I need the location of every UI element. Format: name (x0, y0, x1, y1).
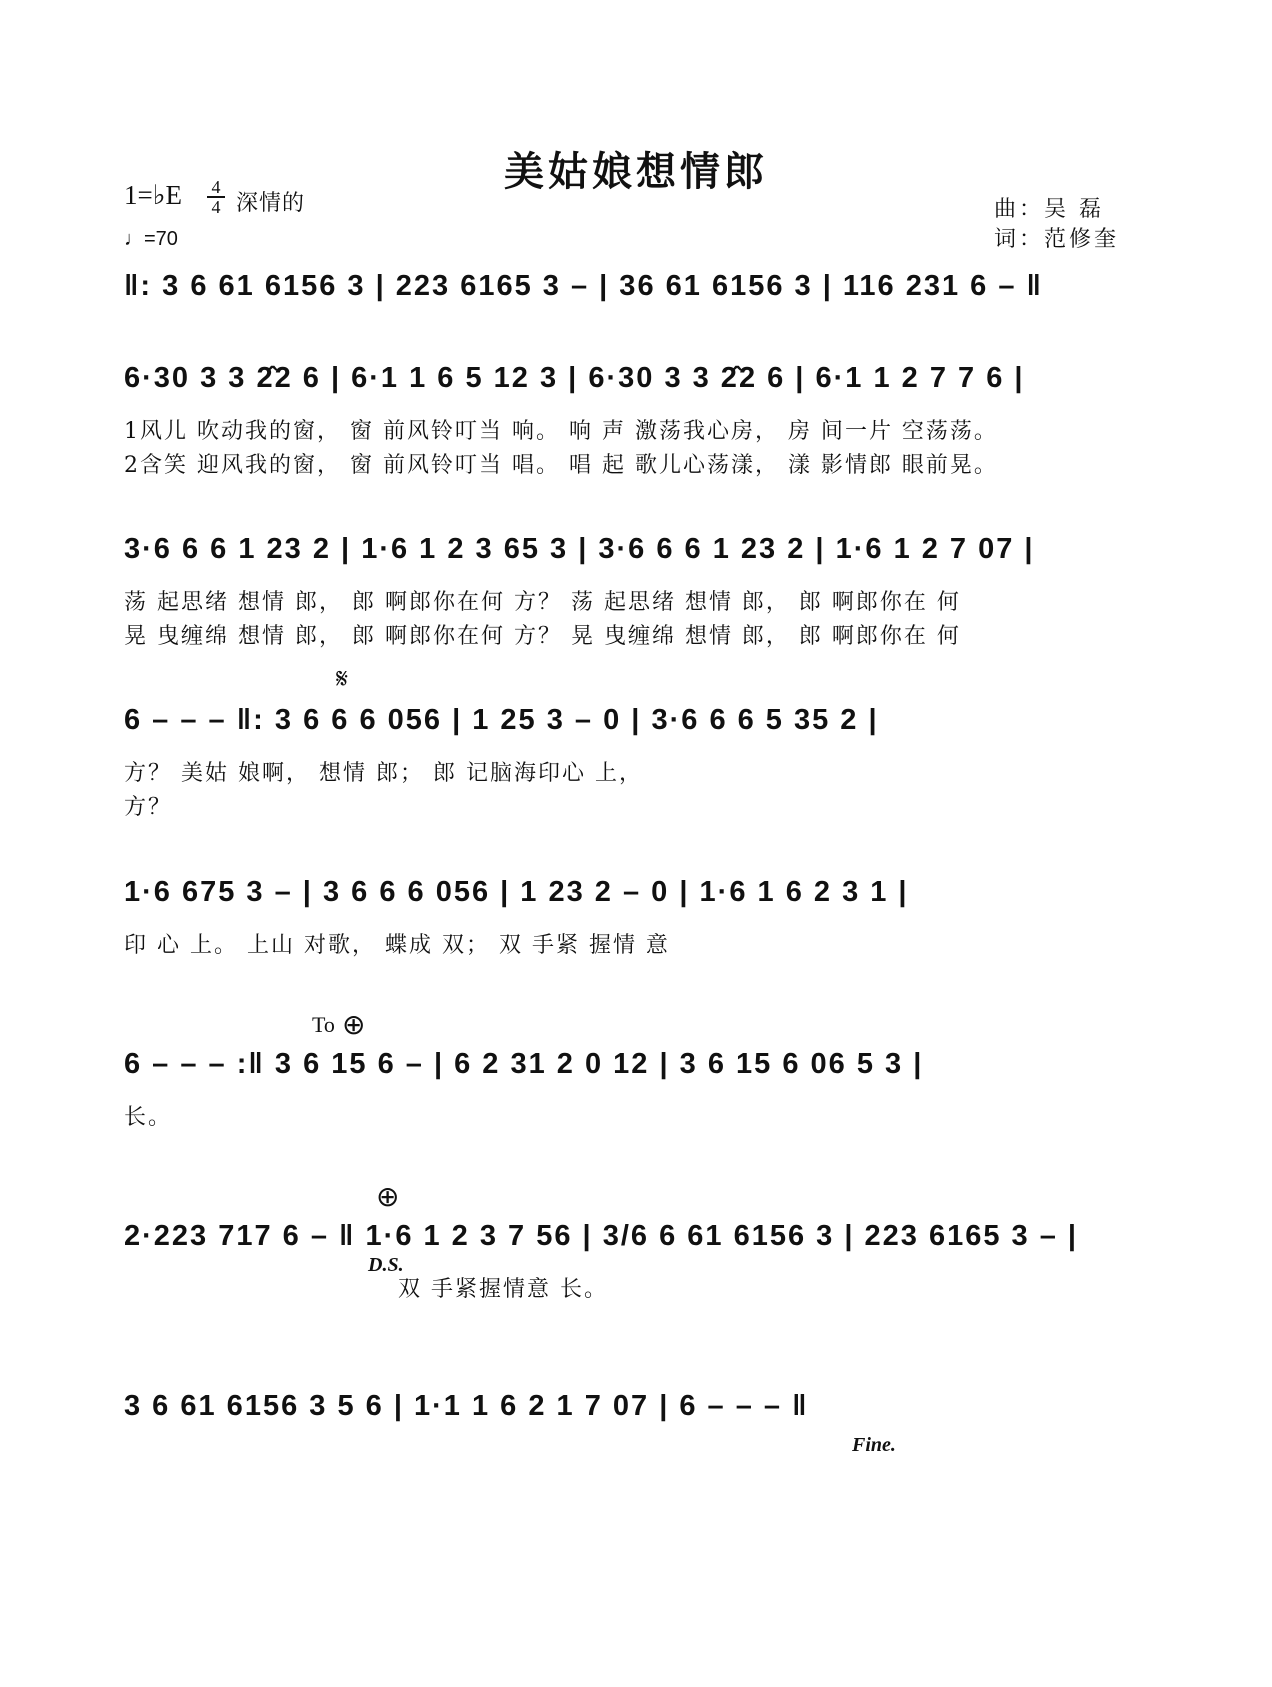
to-coda-label: To (312, 1012, 335, 1037)
music-line-2: 6·30 3 3 2̂2 6 | 6·1 1 6 5 12 3 | 6·30 3 3 2̂2 6 | 6·1 1 2 7 7 6 | (124, 362, 1025, 394)
music-line-1: ‖: 3 6 61 6156 3 | 223 6165 3 – | 36 61 6156 3 | 116 231 6 – ‖ (124, 270, 1043, 302)
music-line-6: 6 – – – :‖ 3 6 15 6 – | 6 2 31 2 0 12 | 3 6 15 6 06 5 3 | (124, 1048, 924, 1080)
lyricist: 词：范修奎 (994, 227, 1120, 252)
lyric-line-4-verse-2: 方？ (124, 795, 173, 820)
expression-mark: 深情的 (236, 191, 306, 216)
music-line-4: 6 – – – ‖: 3 6 6 6 056 | 1 25 3 – 0 | 3·6 6 6 5 35 2 | (124, 704, 879, 736)
music-line-5: 1·6 675 3 – | 3 6 6 6 056 | 1 23 2 – 0 | 1·6 1 6 2 3 1 | (124, 876, 909, 908)
time-signature: 4 4 (207, 178, 225, 216)
coda-sign-2: ⊕ (376, 1180, 400, 1213)
lyric-line-2-verse-1: 1风儿 吹动我的窗， 窗 前风铃叮当 响。 响 声 激荡我心房， 房 间一片 空荡荡。 (124, 419, 998, 444)
segno-sign: 𝄋 (336, 662, 349, 695)
fine-mark: Fine. (852, 1434, 896, 1456)
music-line-8: 3 6 61 6156 3 5 6 | 1·1 1 6 2 1 7 07 | 6 – – – ‖ (124, 1390, 809, 1422)
composer: 曲：吴 磊 (994, 197, 1104, 222)
lyric-line-3-verse-1: 荡 起思绪 想情 郎， 郎 啊郎你在何 方？ 荡 起思绪 想情 郎， 郎 啊郎你在 何 (124, 590, 961, 615)
lyric-line-6: 长。 (124, 1105, 173, 1130)
lyric-line-4-verse-1: 方？ 美姑 娘啊， 想情 郎； 郎 记脑海印心 上， (124, 761, 643, 786)
tempo-mark: ♩=70 (124, 228, 178, 250)
lyric-line-2-verse-2: 2含笑 迎风我的窗， 窗 前风铃叮当 唱。 唱 起 歌儿心荡漾， 漾 影情郎 眼前晃。 (124, 453, 998, 478)
page-title: 美姑娘想情郎 (504, 148, 768, 195)
music-line-7: 2·223 717 6 – ‖ 1·6 1 2 3 7 56 | 3/6 6 61 6156 3 | 223 6165 3 – | (124, 1220, 1079, 1252)
lyric-line-7: 双 手紧握情意 长。 (398, 1277, 608, 1302)
coda-sign-1: ⊕ (342, 1008, 366, 1041)
ds-mark: D.S. (368, 1254, 404, 1276)
lyric-line-5: 印 心 上。 上山 对歌， 蝶成 双； 双 手紧 握情 意 (124, 933, 670, 958)
music-line-3: 3·6 6 6 1 23 2 | 1·6 1 2 3 65 3 | 3·6 6 6 1 23 2 | 1·6 1 2 7 07 | (124, 533, 1035, 565)
lyric-line-3-verse-2: 晃 曳缠绵 想情 郎， 郎 啊郎你在何 方？ 晃 曳缠绵 想情 郎， 郎 啊郎你在 何 (124, 624, 961, 649)
key-signature: 1=♭E (124, 180, 182, 210)
